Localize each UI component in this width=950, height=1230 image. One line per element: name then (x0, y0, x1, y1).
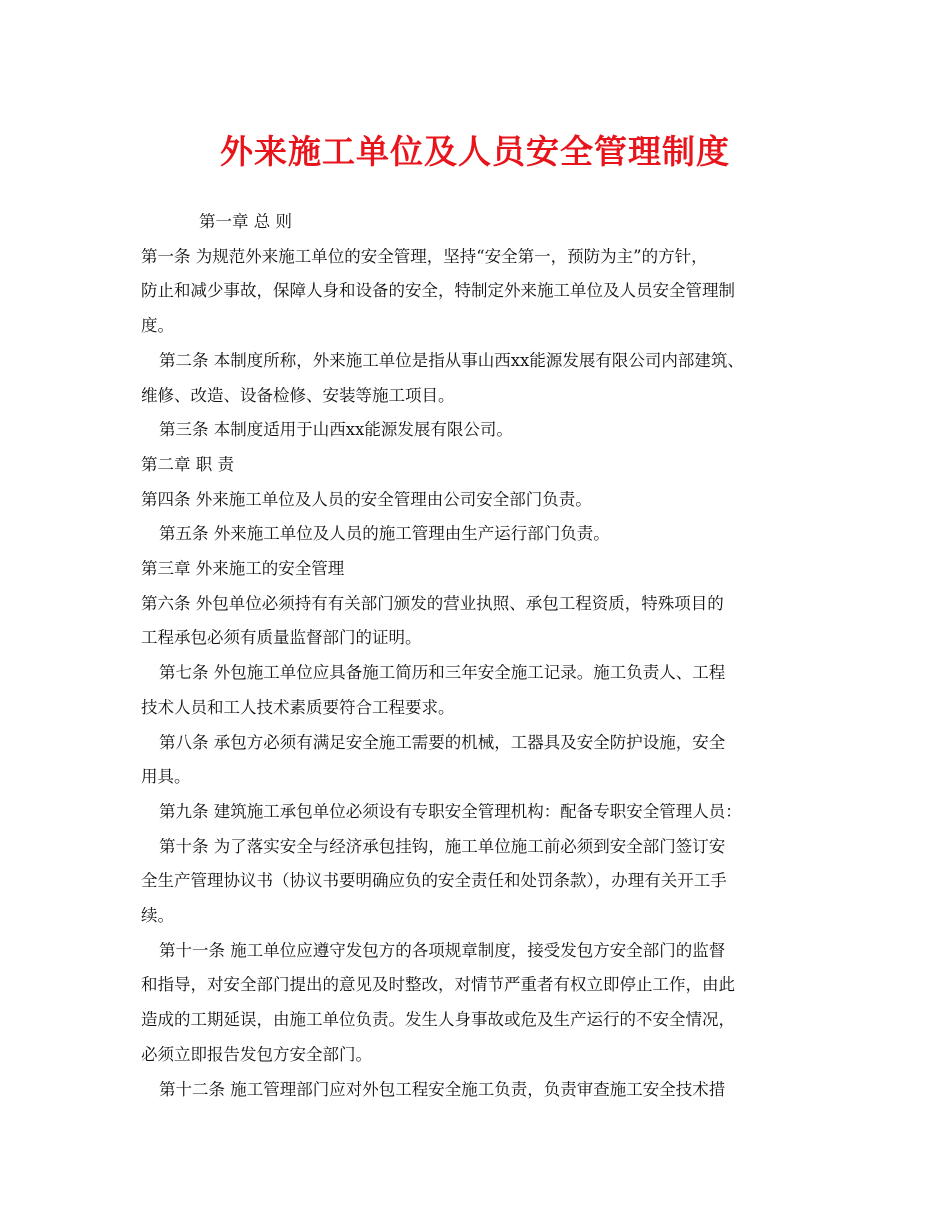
article-10-line-3: 续。 (141, 906, 174, 926)
article-11-line-4: 必须立即报告发包方安全部门。 (141, 1044, 372, 1064)
article-8-line-2: 用具。 (141, 767, 191, 787)
article-3: 第三条 本制度适用于山西xx能源发展有限公司。 (159, 420, 513, 440)
document-body (141, 205, 831, 1107)
chapter-1-heading: 第一章 总 则 (199, 212, 292, 231)
chapter-2-heading: 第二章 职 责 (141, 454, 234, 474)
article-8-line-1: 第八条 承包方必须有满足安全施工需要的机械，工器具及安全防护设施，安全 (159, 732, 726, 752)
article-2-line-1: 第二条 本制度所称，外来施工单位是指从事山西xx能源发展有限公司内部建筑、 (159, 350, 744, 370)
article-10-line-1: 第十条 为了落实安全与经济承包挂钩，施工单位施工前必须到安全部门签订安 (159, 836, 726, 856)
article-7-line-2: 技术人员和工人技术素质要符合工程要求。 (141, 697, 455, 717)
article-9: 第九条 建筑施工承包单位必须设有专职安全管理机构：配备专职安全管理人员： (159, 801, 742, 821)
chapter-3-heading: 第三章 外来施工的安全管理 (141, 559, 345, 579)
article-12-line-1: 第十二条 施工管理部门应对外包工程安全施工负责，负责审查施工安全技术措 (159, 1079, 726, 1099)
document-title: 外来施工单位及人员安全管理制度 (220, 132, 730, 171)
article-11-line-2: 和指导，对安全部门提出的意见及时整改，对情节严重者有权立即停止工作，由此 (141, 975, 735, 995)
article-1-line-3: 度。 (141, 316, 174, 336)
article-6-line-1: 第六条 外包单位必须持有有关部门颁发的营业执照、承包工程资质，特殊项目的 (141, 593, 724, 613)
article-1-line-1: 第一条 为规范外来施工单位的安全管理，坚持“安全第一，预防为主”的方针， (141, 246, 708, 266)
article-1-line-2: 防止和减少事故，保障人身和设备的安全，特制定外来施工单位及人员安全管理制 (141, 281, 735, 301)
article-10-line-2: 全生产管理协议书（协议书要明确应负的安全责任和处罚条款），办理有关开工手 (141, 871, 727, 891)
article-4: 第四条 外来施工单位及人员的安全管理由公司安全部门负责。 (141, 489, 592, 509)
article-2-line-2: 维修、改造、设备检修、安装等施工项目。 (141, 385, 455, 405)
article-11-line-1: 第十一条 施工单位应遵守发包方的各项规章制度，接受发包方安全部门的监督 (159, 940, 726, 960)
article-5: 第五条 外来施工单位及人员的施工管理由生产运行部门负责。 (159, 524, 610, 544)
article-7-line-1: 第七条 外包施工单位应具备施工简历和三年安全施工记录。施工负责人、工程 (159, 663, 726, 683)
article-6-line-2: 工程承包必须有质量监督部门的证明。 (141, 628, 422, 648)
article-11-line-3: 造成的工期延误，由施工单位负责。发生人身事故或危及生产运行的不安全情况， (141, 1010, 735, 1030)
